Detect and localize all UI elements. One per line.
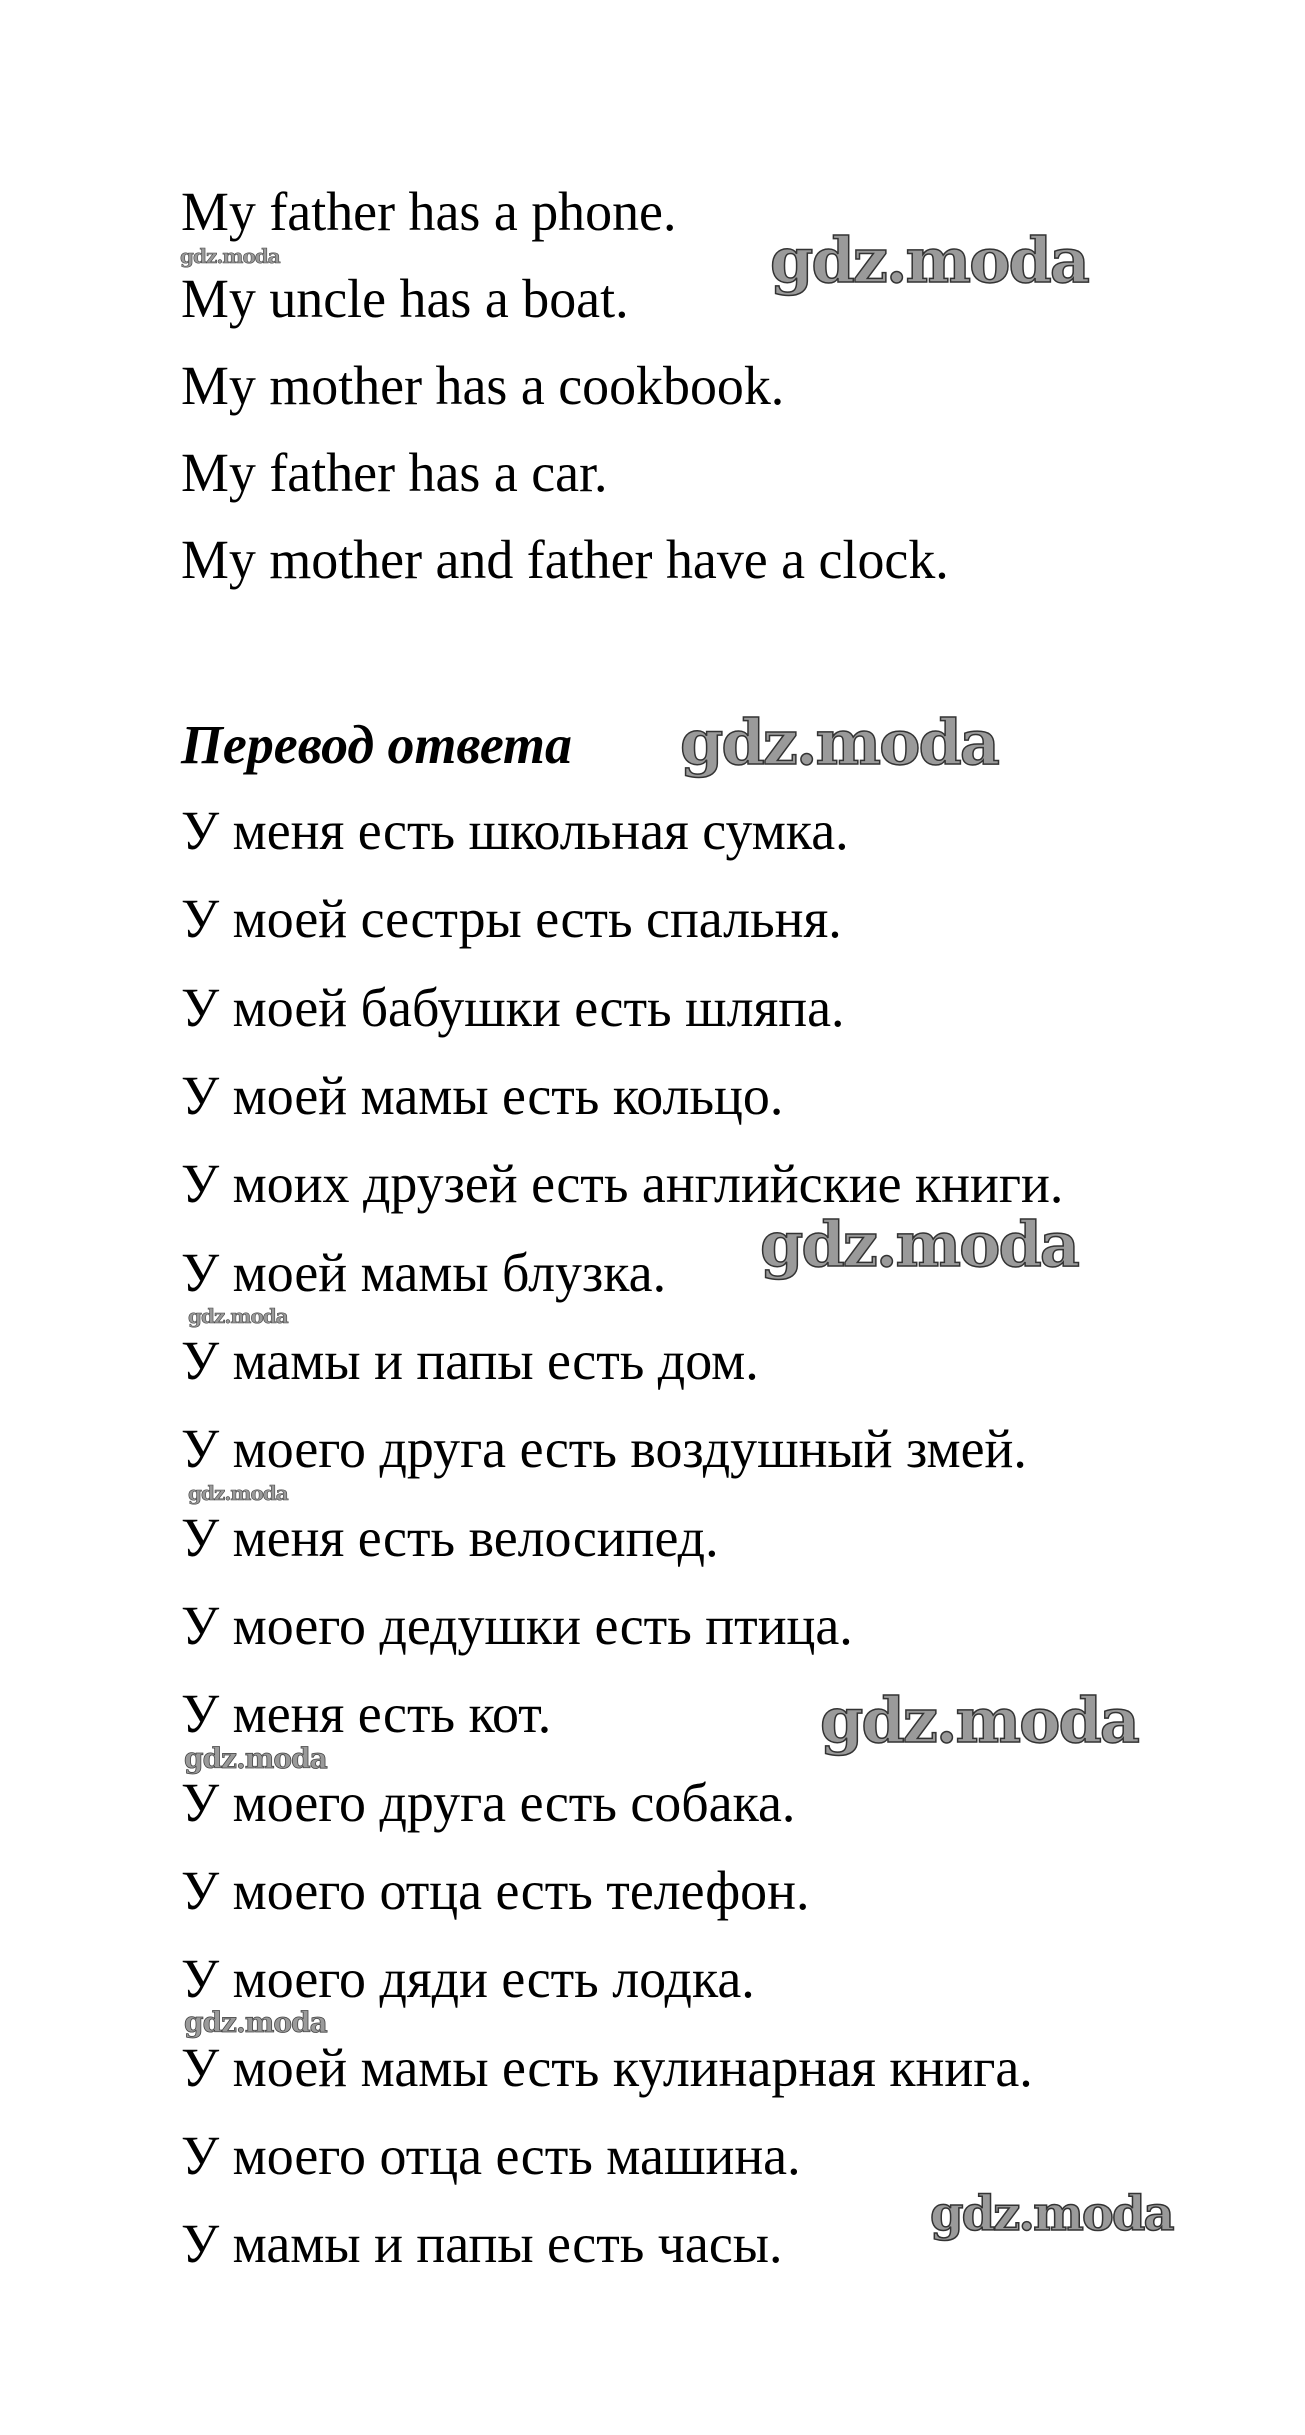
russian-line: У моей бабушки есть шляпа. <box>181 977 845 1038</box>
russian-line: У моего отца есть телефон. <box>181 1860 810 1921</box>
english-line: My uncle has a boat. <box>181 268 629 329</box>
english-line: My father has a car. <box>181 442 608 503</box>
english-line: My mother has a cookbook. <box>181 355 785 416</box>
russian-line: У моей мамы блузка. <box>181 1242 667 1303</box>
watermark: gdz.moda <box>930 2186 1173 2242</box>
russian-line: У моих друзей есть английские книги. <box>181 1153 1064 1214</box>
watermark: gdz.moda <box>770 224 1088 297</box>
translation-heading: Перевод ответа <box>181 714 572 775</box>
watermark: gdz.moda <box>760 1208 1078 1281</box>
watermark: gdz.moda <box>188 1304 288 1328</box>
russian-line: У моего друга есть воздушный змей. <box>181 1418 1027 1479</box>
russian-line: У меня есть кот. <box>181 1683 552 1744</box>
watermark: gdz.moda <box>184 1742 327 1775</box>
english-line: My mother and father have a clock. <box>181 529 949 590</box>
russian-line: У мамы и папы есть часы. <box>181 2213 783 2274</box>
russian-line: У моего отца есть машина. <box>181 2125 801 2186</box>
watermark: gdz.moda <box>180 244 280 268</box>
watermark: gdz.moda <box>820 1684 1138 1757</box>
russian-line: У меня есть велосипед. <box>181 1507 719 1568</box>
russian-line: У меня есть школьная сумка. <box>181 800 849 861</box>
russian-line: У моего дедушки есть птица. <box>181 1595 853 1656</box>
russian-line: У моей мамы есть кулинарная книга. <box>181 2037 1033 2098</box>
watermark: gdz.moda <box>184 2006 327 2039</box>
watermark: gdz.moda <box>680 706 998 779</box>
russian-line: У моей мамы есть кольцо. <box>181 1065 784 1126</box>
russian-line: У мамы и папы есть дом. <box>181 1330 759 1391</box>
russian-line: У моей сестры есть спальня. <box>181 888 842 949</box>
russian-line: У моего друга есть собака. <box>181 1772 796 1833</box>
english-line: My father has a phone. <box>181 181 677 242</box>
watermark: gdz.moda <box>188 1481 288 1505</box>
russian-line: У моего дяди есть лодка. <box>181 1948 755 2009</box>
